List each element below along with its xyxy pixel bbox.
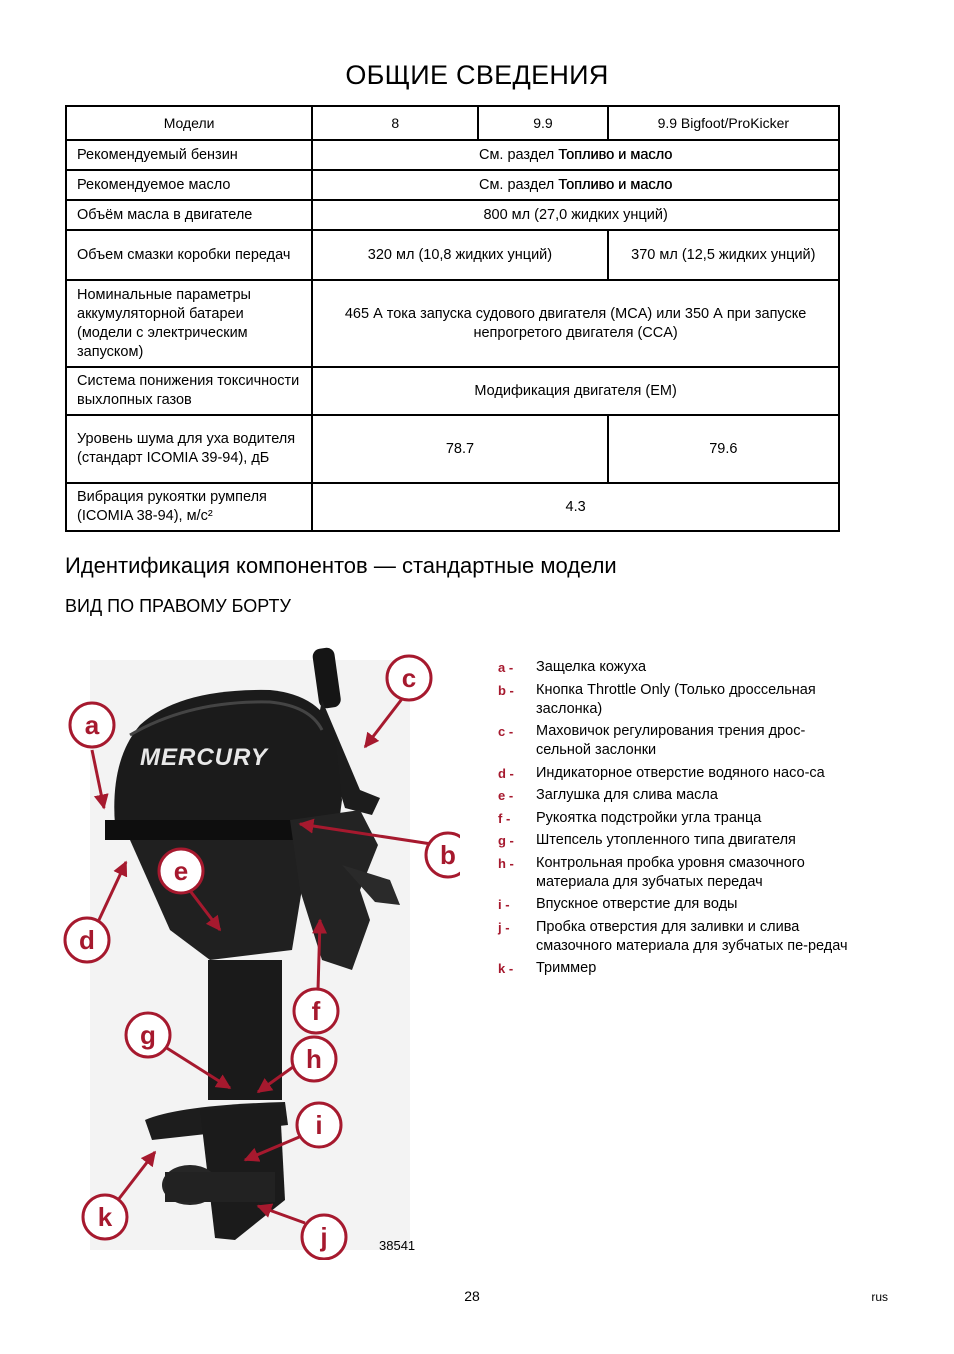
driveshaft-housing [208,960,282,1100]
table-row [66,140,839,170]
row-value: 78.7 [312,415,607,483]
callout-label-j: j [320,1222,328,1252]
list-item [498,722,848,760]
list-item [498,918,848,956]
table-row [66,367,839,415]
callout-label-e: e [173,856,189,886]
row-value: 4.3 [312,483,839,531]
list-item [498,681,848,719]
table-row [66,483,839,531]
legend-text: Заглушка для слива масла [536,787,718,803]
legend-key: g - [498,833,514,848]
legend-text: Триммер [536,960,597,976]
legend-key: e - [498,788,514,803]
callout-label-d: d [79,925,95,955]
table-row [66,230,839,280]
legend-key: c - [498,724,514,739]
row-label: Система понижения токсичности выхлопных газов [66,367,312,415]
legend-key: k - [498,961,514,976]
legend-key: i - [498,897,510,912]
row-label: Уровень шума для уха водителя (стандарт ICOMIA 39-94), дБ [66,415,312,483]
callout-label-h: h [306,1044,322,1074]
list-item [498,658,848,677]
figure-number: 38541 [379,1238,416,1253]
legend-text: Кнопка Throttle Only (Только дроссельная заслонка) [536,681,816,717]
table-row [66,280,839,367]
table-row [66,200,839,230]
page-number: 28 [464,1288,480,1304]
section-subtitle: ВИД ПО ПРАВОМУ БОРТУ [65,596,291,616]
list-item [498,786,848,805]
row-label: Вибрация рукоятки румпеля (ICOMIA 38-94), м/с² [66,483,312,531]
legend-text: Маховичок регулирования трения дрос-сельной заслонки [536,723,806,758]
value-text: См. раздел [478,176,559,193]
legend-key: a - [498,660,514,675]
table-header-cell: Модели [66,106,312,140]
list-item [498,764,848,783]
table-header-cell: 9.9 [478,106,607,140]
callout-label-c: c [401,663,417,693]
legend-key: j - [498,919,510,935]
legend-text: Впускное отверстие для воды [536,896,738,912]
callout-label-g: g [140,1020,156,1050]
value-bold-text: Топливо и масло [558,146,673,163]
callout-line-f [318,920,320,990]
section-title: Идентификация компонентов — стандартные модели [65,553,617,578]
callout-label-a: a [84,710,100,740]
list-item [498,959,848,978]
row-label: Рекомендуемый бензин [66,140,312,170]
legend-key: b - [498,682,514,698]
row-value: 465 А тока запуска судового двигателя (MCA) или 350 А при запуске непрогретого двигателя (CCA) [312,280,839,367]
row-label: Рекомендуемое масло [66,170,312,200]
row-value: 370 мл (12,5 жидких унций) [608,230,839,280]
row-label: Объём масла в двигателе [66,200,312,230]
propeller-hub [165,1172,275,1202]
row-value: 320 мл (10,8 жидких унций) [312,230,607,280]
legend-text: Рукоятка подстройки угла транца [536,809,762,826]
page-title: ОБЩИЕ СВЕДЕНИЯ [345,60,609,90]
row-label: Номинальные параметры аккумуляторной батареи (модели с электрическим запуском) [66,280,312,367]
legend-key: f - [498,810,511,826]
outboard-motor-figure [60,640,460,1260]
legend-text: Штепсель утопленного типа двигателя [536,832,796,848]
component-legend [498,658,848,982]
callout-label-i: i [315,1110,323,1140]
table-row [66,415,839,483]
legend-text: Пробка отверстия для заливки и слива смазочного материала для зубчатых пе-редач [536,918,848,954]
brand-logo-text: MERCURY [140,744,268,771]
outboard-motor-illustration [60,640,460,1260]
row-label: Объем смазки коробки передач [66,230,312,280]
table-header-row [66,106,839,140]
row-value [312,170,839,200]
row-value: 79.6 [608,415,839,483]
list-item [498,831,848,850]
callout-label-f: f [311,996,321,1026]
legend-key: h - [498,855,514,871]
specifications-table [65,105,840,532]
legend-text: Контрольная пробка уровня смазочного материала для зубчатых передач [536,854,805,890]
table-header-cell: 9.9 Bigfoot/ProKicker [608,106,839,140]
legend-text: Защелка кожуха [536,659,647,675]
row-value [312,140,839,170]
list-item [498,809,848,828]
language-code: rus [871,1290,888,1304]
list-item [498,854,848,892]
legend-key: d - [498,765,514,781]
row-value: Модификация двигателя (EM) [312,367,839,415]
row-value: 800 мл (27,0 жидких унций) [312,200,839,230]
callout-label-b: b [440,840,456,870]
legend-text: Индикаторное отверстие водяного насо-са [536,764,825,781]
list-item [498,895,848,914]
value-bold-text: Топливо и масло [558,176,673,193]
callout-label-k: k [97,1202,113,1232]
table-row [66,170,839,200]
value-text: См. раздел [478,146,559,163]
table-header-cell: 8 [312,106,478,140]
